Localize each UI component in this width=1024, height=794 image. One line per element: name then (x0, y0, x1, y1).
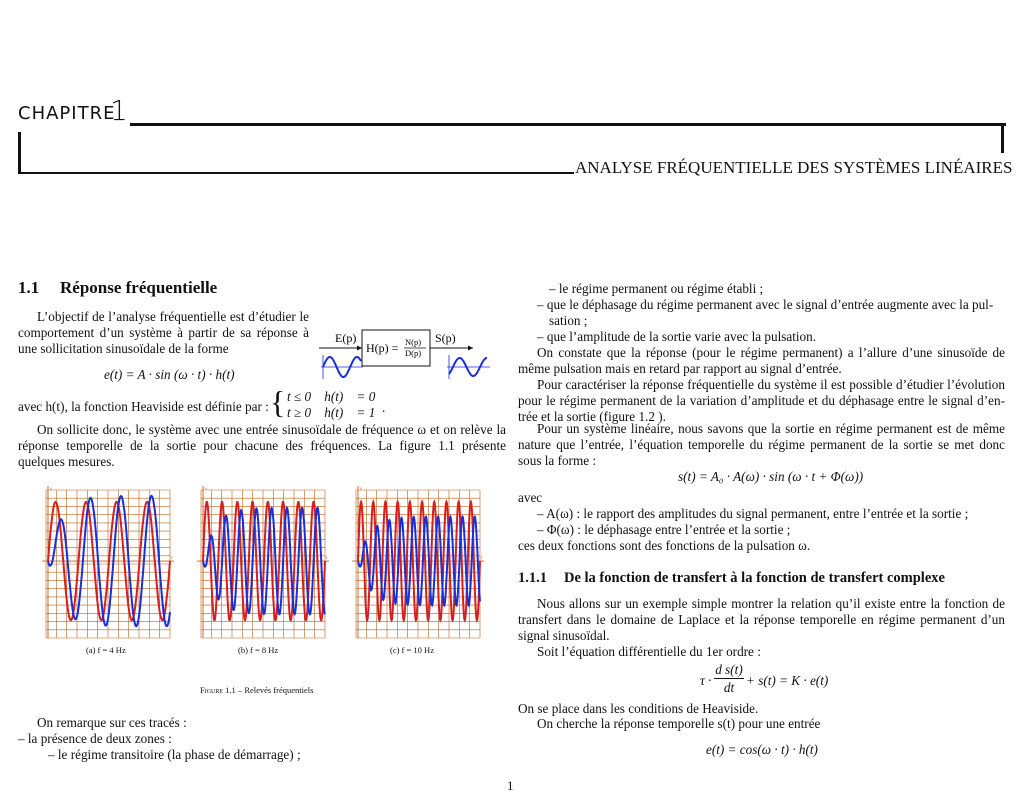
equation-output: s(t) = A₀ · A(ω) · sin (ω · t + Φ(ω)) (678, 469, 864, 484)
numerator: N(p) (405, 337, 422, 347)
subsection-title: De la fonction de transfert à la fonction de transfert complexe (564, 570, 945, 586)
x-axis-label: t (171, 556, 173, 562)
heaviside-line-1: t ≤ 0 h(t) = 0 (287, 389, 376, 404)
input-arrowhead (357, 346, 362, 351)
chapter-number: 1 (110, 94, 128, 127)
def-item-2: – Φ(ω) : le déphasage entre l’entrée et la sortie ; (537, 522, 791, 537)
subfigure-caption-c: (c) f = 10 Hz (390, 645, 434, 655)
heaviside-line-2: t ≥ 0 h(t) = 1 (287, 405, 376, 420)
right-item-2: – que le déphasage du régime permanent avec le signal d’entrée augmente avec la pul- (537, 297, 994, 312)
def-item-1: – A(ω) : le rapport des amplitudes du signal permanent, entre l’entrée et la sortie ; (537, 506, 969, 521)
section-number: 1.1 (18, 278, 40, 297)
subfigure-caption-a: (a) f = 4 Hz (86, 645, 126, 655)
equation-input: e(t) = A · sin (ω · t) · h(t) (104, 367, 235, 382)
heaviside-prefix: avec h(t), la fonction Heaviside est définie par : (18, 399, 269, 414)
eq-diff-bar (714, 678, 744, 679)
chapter-title: ANALYSE FRÉQUENTIELLE DES SYSTÈMES LINÉAIRES (575, 158, 1013, 177)
x-axis-label: t (326, 556, 328, 562)
y-axis-label: s (50, 487, 52, 492)
heaviside-condition: On se place dans les conditions de Heaviside. (518, 701, 759, 716)
figure-caption-prefix: Figure 1.1 (200, 685, 236, 695)
intro-paragraph: L’objectif de l’analyse fréquentielle est d’étudier le comportement d’un système à partir de sa réponse à une sollicitation sinusoïdale de la forme (18, 309, 309, 357)
eq-diff-right: + s(t) = K · e(t) (746, 673, 829, 688)
remark-item-2: – le régime transitoire (la phase de démarrage) ; (48, 747, 301, 762)
block-diagram (315, 325, 495, 385)
equation-entree: e(t) = cos(ω · t) · h(t) (706, 742, 818, 757)
caracteriser-paragraph: Pour caractériser la réponse fréquentielle du système il est possible d’étudier l’évolution pour le régime permanent de la variation d’amplitude et du déphasage entre le signal d’en-trée et la sortie (figure 1.2 ). (518, 377, 1005, 425)
conclusion-line: ces deux fonctions sont des fonctions de la pulsation ω. (518, 538, 811, 553)
solicitation-paragraph: On sollicite donc, le système avec une entrée sinusoïdale de fréquence ω et on relève la réponse temporelle de la sortie pour chacune des fréquences. La figure 1.1 présente quelques mesures. (18, 422, 506, 470)
lineaire-paragraph: Pour un système linéaire, nous savons que la sortie en régime permanent est de même nature que l’entrée, l’équation temporelle du régime permanent de la sortie se met donc sous la forme : (518, 421, 1005, 469)
output-arrowhead (468, 346, 473, 351)
brace: { (270, 384, 286, 420)
subfigure-caption-b: (b) f = 8 Hz (238, 645, 279, 655)
header-rule-bottom (18, 172, 574, 174)
eq-diff-den: dt (723, 680, 735, 695)
avec-label: avec (518, 490, 543, 505)
denominator: D(p) (405, 348, 422, 358)
header-rule-left (18, 132, 21, 174)
output-label: S(p) (435, 331, 456, 345)
y-axis-label: s (205, 487, 207, 492)
nous-paragraph: Nous allons sur un exemple simple montrer la relation qu’il existe entre la fonction de transfert dans le domaine de Laplace et la réponse temporelle en régime permanent d’un signal sinusoïdal. (518, 596, 1005, 644)
figure-relevés (40, 484, 483, 644)
header-rule-right (1001, 123, 1004, 153)
header-rule-top (130, 123, 1006, 126)
right-item-2b: sation ; (549, 313, 588, 328)
subsection-number: 1.1.1 (518, 570, 547, 586)
y-axis-label: s (360, 487, 362, 492)
remark-item-1: – la présence de deux zones : (18, 731, 172, 746)
input-label: E(p) (335, 331, 357, 345)
section-title: Réponse fréquentielle (60, 278, 218, 297)
eq-diff-left: τ · (700, 673, 712, 688)
constate-paragraph: On constate que la réponse (pour le régime permanent) a l’allure d’une sinusoïde de même pulsation mais en retard par rapport au signal d’entrée. (518, 345, 1005, 377)
soit-paragraph: Soit l’équation différentielle du 1er ordre : (537, 644, 761, 659)
figure-caption-text: – Relevés fréquentiels (235, 685, 314, 695)
x-axis-label: t (481, 556, 483, 562)
eq-diff-num: d s(t) (715, 662, 743, 677)
heaviside-suffix: . (382, 400, 386, 415)
right-item-1: – le régime permanent ou régime établi ; (549, 281, 764, 296)
right-item-3: – que l’amplitude de la sortie varie avec la pulsation. (537, 329, 817, 344)
cherche-paragraph: On cherche la réponse temporelle s(t) pour une entrée (537, 716, 821, 731)
page-number: 1 (507, 778, 514, 793)
chapter-word: CHAPITRE (18, 103, 116, 124)
remark-intro: On remarque sur ces tracés : (37, 715, 187, 730)
figure-caption (200, 685, 313, 695)
h-label: H(p) = (366, 341, 399, 355)
